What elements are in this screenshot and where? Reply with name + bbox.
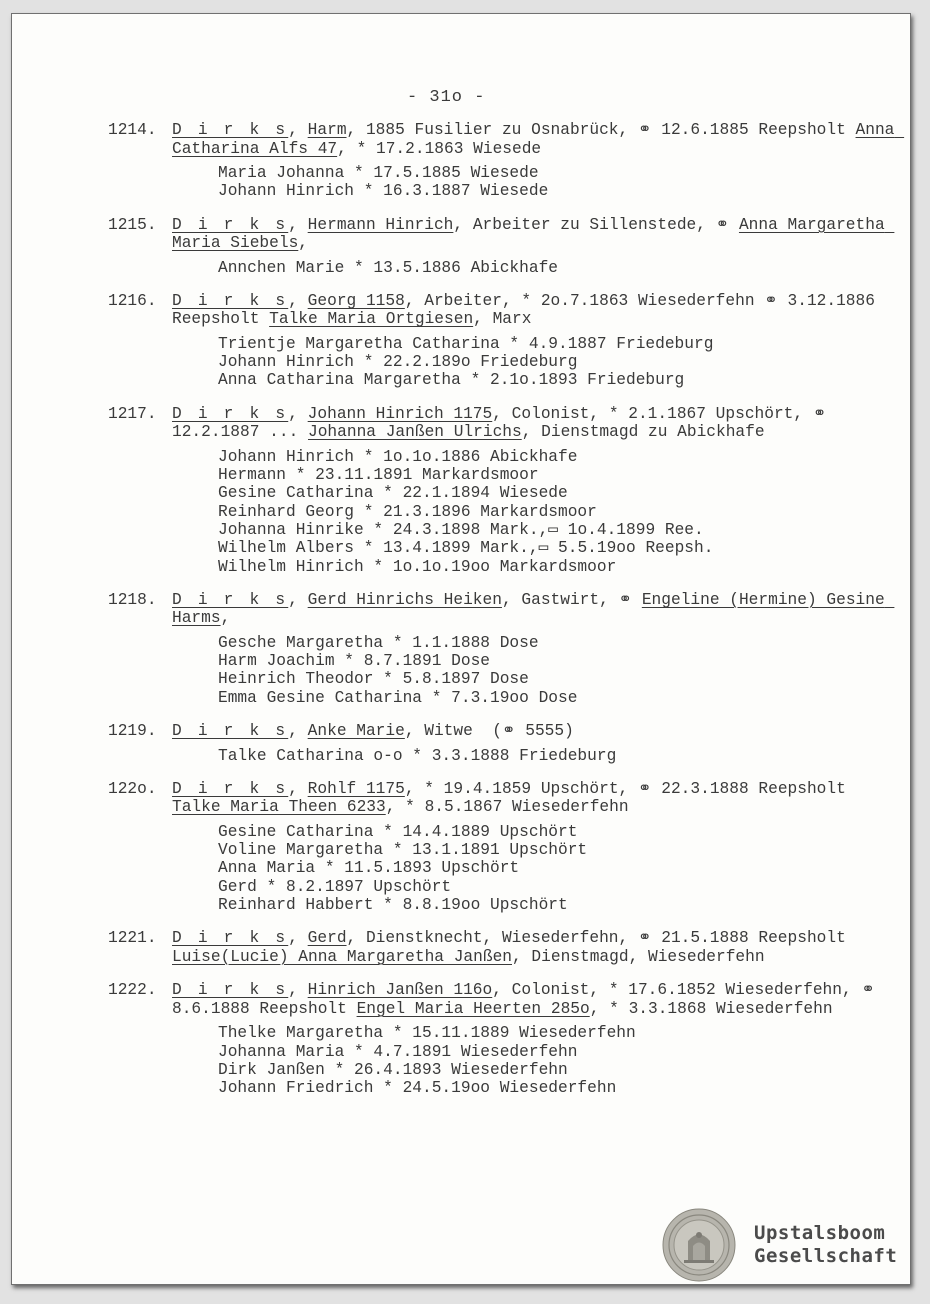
entry-text: Reepsholt	[758, 121, 856, 139]
entry-text: ,	[288, 981, 308, 1000]
entry-text: , Marx	[473, 310, 532, 329]
child-record: Reinhard Habbert * 8.8.19oo Upschört	[218, 896, 568, 915]
surname: D i r k s	[172, 590, 289, 609]
person-name: Engel Maria Heerten 285o	[356, 999, 590, 1018]
entry-text: ,	[288, 404, 308, 423]
entry-text: ,	[288, 779, 308, 798]
child-record: Gesine Catharina * 22.1.1894 Wiesede	[218, 484, 568, 503]
person-name: Hinrich Janßen 116o	[307, 981, 493, 1000]
entry-text: , Colonist, * 2.1.1867 Upschört, ⚭ 12.2.1887 ...	[172, 404, 837, 442]
entry-head	[108, 981, 898, 1018]
entry-head	[108, 405, 898, 442]
children-list	[108, 164, 898, 201]
entry-text: ,	[288, 590, 308, 609]
child-record: Anna Maria * 11.5.1893 Upschört	[218, 859, 520, 878]
children-list	[108, 634, 898, 707]
surname: D i r k s	[172, 779, 289, 798]
person-name: Rohlf 1175	[307, 779, 405, 798]
entry-text: ,	[288, 291, 308, 310]
children-list	[108, 335, 898, 390]
genealogy-entry	[108, 121, 905, 201]
entry-text: , 1885 Fusilier zu Osnabrück, ⚭ 12.6.1885	[346, 121, 759, 139]
seal-icon	[662, 1208, 736, 1282]
child-record: Hermann * 23.11.1891 Markardsmoor	[218, 466, 539, 485]
child-record: Johann Hinrich * 22.2.189o Friedeburg	[218, 353, 578, 372]
child-record: Johanna Hinrike * 24.3.1898 Mark.,▭ 1o.4.1899 Ree.	[218, 520, 704, 539]
entry-text: , Dienstknecht, Wiesederfehn, ⚭ 21.5.1888	[346, 929, 759, 948]
entry-text: , * 17.2.1863 Wiesede	[337, 139, 542, 158]
child-record: Johann Hinrich * 1o.1o.1886 Abickhafe	[218, 447, 578, 466]
entry-text: ,	[298, 234, 309, 253]
person-name: Talke Maria Ortgiesen	[269, 310, 474, 329]
child-record: Gesche Margaretha * 1.1.1888 Dose	[218, 633, 539, 652]
child-record: Trientje Margaretha Catharina * 4.9.1887 Friedeburg	[218, 334, 714, 353]
society-logo	[662, 1208, 897, 1282]
entry-number: 1219.	[108, 722, 157, 741]
person-name: Harm	[307, 121, 347, 139]
child-record: Johanna Maria * 4.7.1891 Wiesederfehn	[218, 1042, 578, 1061]
entry-list	[108, 121, 905, 1113]
entry-head	[108, 929, 898, 966]
entry-number: 1214.	[108, 121, 157, 139]
entry-text: , Dienstmagd, Wiesederfehn	[512, 947, 765, 966]
entry-head	[108, 216, 898, 253]
entry-number: 1218.	[108, 590, 157, 609]
child-record: Thelke Margaretha * 15.11.1889 Wiesederfehn	[218, 1024, 636, 1043]
child-record: Annchen Marie * 13.5.1886 Abickhafe	[218, 258, 558, 277]
surname: D i r k s	[172, 929, 289, 948]
entry-number: 1215.	[108, 215, 157, 234]
child-record: Wilhelm Albers * 13.4.1899 Mark.,▭ 5.5.19oo Reepsh.	[218, 539, 714, 558]
entry-head	[108, 292, 898, 329]
genealogy-entry	[108, 292, 898, 390]
entry-text: , * 8.5.1867 Wiesederfehn	[385, 798, 629, 817]
children-list	[108, 259, 898, 277]
genealogy-entry	[108, 722, 898, 765]
entry-number: 1217.	[108, 404, 157, 423]
entry-text: , Witwe (⚭ 5555)	[404, 722, 574, 741]
child-record: Anna Catharina Margaretha * 2.1o.1893 Friedeburg	[218, 371, 685, 390]
surname: D i r k s	[172, 215, 289, 234]
child-record: Talke Catharina o-o * 3.3.1888 Friedeburg	[218, 746, 617, 765]
child-record: Voline Margaretha * 13.1.1891 Upschört	[218, 841, 588, 860]
entry-text: , Arbeiter, * 2o.7.1863 Wiesederfehn ⚭ 3.12.1886 Reepsholt	[172, 291, 885, 329]
person-name: Engeline (Hermine) Gesine Harms	[172, 590, 895, 628]
children-list	[108, 448, 898, 576]
entry-head	[108, 780, 898, 817]
child-record: Reinhard Georg * 21.3.1896 Markardsmoor	[218, 502, 597, 521]
entry-head	[108, 591, 898, 628]
entry-text: , Colonist, * 17.6.1852 Wiesederfehn, ⚭ 8.6.1888 Reepsholt	[172, 981, 885, 1018]
entry-text: , Dienstmagd zu Abickhafe	[521, 423, 765, 442]
entry-text: , Gastwirt, ⚭	[501, 590, 642, 609]
child-record: Maria Johanna * 17.5.1885 Wiesede	[218, 164, 539, 182]
child-record: Gerd * 8.2.1897 Upschört	[218, 877, 452, 896]
entry-text: , * 3.3.1868 Wiesederfehn	[589, 999, 833, 1018]
surname: D i r k s	[172, 404, 289, 423]
children-list	[108, 747, 898, 765]
society-name-line1: Upstalsboom	[754, 1222, 886, 1244]
person-name: Anke Marie	[307, 722, 405, 741]
surname: D i r k s	[172, 291, 289, 310]
surname: D i r k s	[172, 722, 289, 741]
entry-text: Reepsholt	[758, 779, 856, 798]
person-name: Johann Hinrich 1175	[307, 404, 493, 423]
entry-text: ,	[288, 121, 308, 139]
genealogy-entry	[108, 981, 898, 1097]
genealogy-entry	[108, 216, 898, 277]
child-record: Wilhelm Hinrich * 1o.1o.19oo Markardsmoor	[218, 557, 617, 576]
person-name: Talke Maria Theen 6233	[172, 798, 386, 817]
entry-number: 1216.	[108, 291, 157, 310]
society-name	[754, 1222, 897, 1268]
entry-head	[108, 121, 905, 158]
person-name: Georg 1158	[307, 291, 405, 310]
genealogy-entry	[108, 929, 898, 966]
entry-number: 1222.	[108, 981, 157, 1000]
page-number: - 31o -	[407, 88, 486, 107]
genealogy-entry	[108, 405, 898, 576]
child-record: Johann Friedrich * 24.5.19oo Wiesederfehn	[218, 1079, 617, 1098]
entry-number: 122o.	[108, 779, 157, 798]
child-record: Harm Joachim * 8.7.1891 Dose	[218, 652, 490, 671]
person-name: Johanna Janßen Ulrichs	[308, 423, 522, 442]
society-name-line2: Gesellschaft	[754, 1245, 898, 1267]
child-record: Johann Hinrich * 16.3.1887 Wiesede	[218, 182, 549, 201]
entry-text: , Arbeiter zu Sillenstede, ⚭	[453, 215, 739, 234]
child-record: Emma Gesine Catharina * 7.3.19oo Dose	[218, 688, 578, 707]
entry-text: ,	[220, 609, 231, 628]
children-list	[108, 1024, 898, 1097]
surname: D i r k s	[172, 981, 289, 1000]
children-list	[108, 823, 898, 914]
child-record: Gesine Catharina * 14.4.1889 Upschört	[218, 822, 578, 841]
person-name: Hermann Hinrich	[307, 215, 454, 234]
person-name: Luise(Lucie) Anna Margaretha Janßen	[172, 947, 512, 966]
person-name: Anna Catharina Alfs 47	[172, 121, 905, 158]
entry-text: Reepsholt	[758, 929, 856, 948]
entry-number: 1221.	[108, 929, 157, 948]
entry-text: ,	[288, 929, 308, 948]
entry-text: ,	[288, 215, 308, 234]
genealogy-entry	[108, 591, 898, 707]
child-record: Heinrich Theodor * 5.8.1897 Dose	[218, 670, 529, 689]
entry-head	[108, 722, 898, 741]
genealogy-entry	[108, 780, 898, 914]
entry-text: ,	[288, 722, 308, 741]
person-name: Anna Margaretha Maria Siebels	[172, 215, 895, 253]
document-page	[11, 13, 911, 1285]
child-record: Dirk Janßen * 26.4.1893 Wiesederfehn	[218, 1060, 568, 1079]
entry-text: , * 19.4.1859 Upschört, ⚭ 22.3.1888	[404, 779, 759, 798]
person-name: Gerd	[307, 929, 347, 948]
person-name: Gerd Hinrichs Heiken	[307, 590, 502, 609]
surname: D i r k s	[172, 121, 289, 139]
